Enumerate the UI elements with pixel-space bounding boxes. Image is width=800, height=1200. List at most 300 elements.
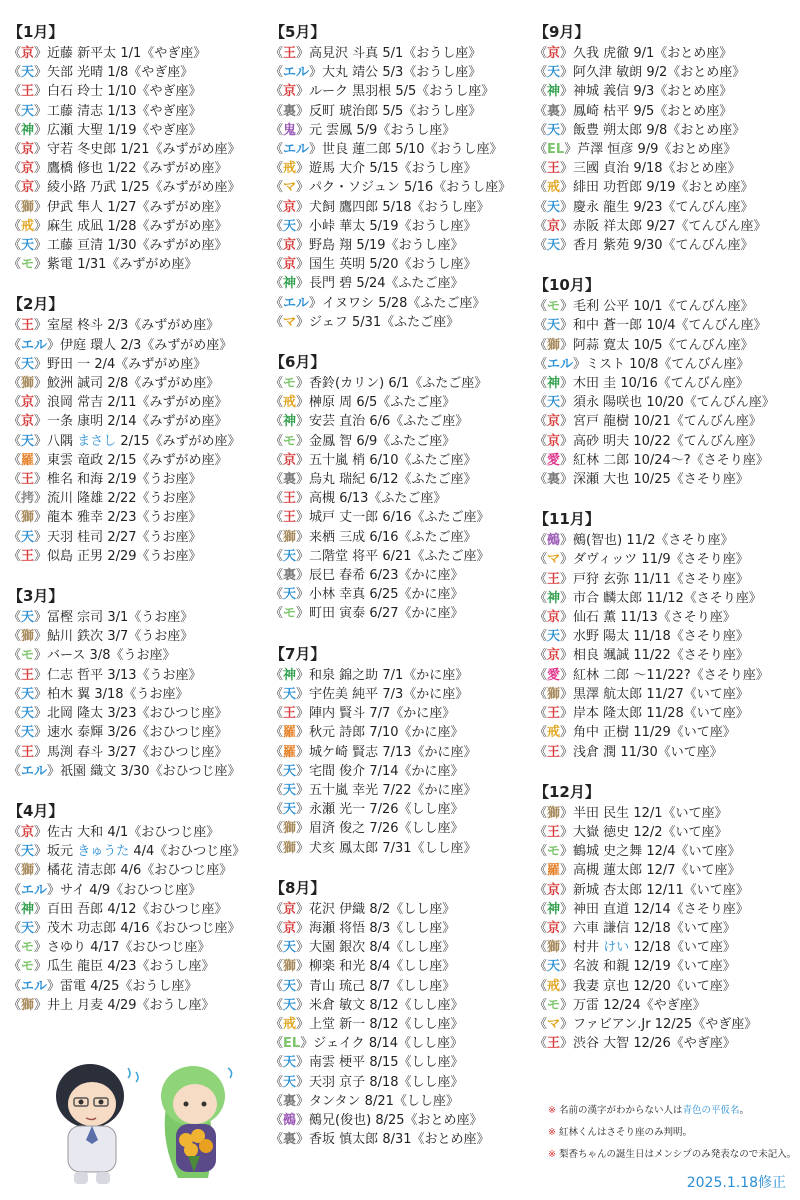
zodiac-sign: 《おひつじ座》 [136,725,228,741]
zodiac-sign: 《みずがめ座》 [106,257,198,273]
birthday-entry: 《戒》榊原 周 6/5《ふたご座》 [270,395,456,411]
zodiac-sign: 《ふたご座》 [398,529,477,545]
character-name: 浅倉 潤 [573,744,617,760]
birth-date: 1/31 [77,257,107,273]
faction-tag: 愛 [547,667,561,683]
birth-date: 12/25 [654,1016,693,1032]
birth-date: 4/4 [133,844,155,860]
faction-tag: 天 [21,529,35,545]
faction-tag: モ [283,433,297,449]
birthday-entry: 《神》市合 麟太郎 11/12《さそり座》 [534,590,762,606]
birth-date: 5/19 [356,238,386,254]
birthday-entry: 《王》岸本 隆太郎 11/28《いて座》 [534,706,749,722]
character-name: 守若 冬史郎 [47,142,117,158]
faction-tag: 天 [21,706,35,722]
birth-date: 11/2 [626,533,656,549]
faction-tag: 天 [547,199,561,215]
zodiac-sign: 《しし座》 [398,997,464,1013]
zodiac-sign: 《いて座》 [675,863,741,879]
faction-tag: 神 [547,590,561,606]
character-name: 矢部 光晴 [47,65,104,81]
character-name: 五十嵐 幸光 [309,782,379,798]
birth-date: 9/8 [646,122,668,138]
character-name: 野田 一 [47,356,91,372]
birthday-entry: 《獅》井上 月麦 4/29《おうし座》 [8,997,215,1013]
birth-date: 8/4 [369,940,391,956]
faction-tag: 獅 [283,821,297,837]
birth-date: 6/6 [369,414,391,430]
birth-date: 2/22 [107,491,137,507]
character-name: 我妻 京也 [573,978,630,994]
birthday-entry: 《王》浅倉 潤 11/30《いて座》 [534,744,723,760]
zodiac-sign: 《おとめ座》 [675,180,754,196]
faction-tag: エル [21,882,48,898]
character-name: 紅林 二郎 [573,667,630,683]
birthday-entry: 《京》野島 翔 5/19《おうし座》 [270,238,464,254]
character-name: 白石 玲士 [47,84,104,100]
birthday-entry: 《京》犬飼 鷹四郎 5/18《おうし座》 [270,199,490,215]
birth-date: 5/31 [351,314,382,330]
birthday-entry: 《天》宅間 俊介 7/14《かに座》 [270,763,464,779]
character-name: 町田 寅泰 [309,606,366,622]
birthday-entry: 《モ》紫電 1/31《みずがめ座》 [8,257,198,273]
faction-tag: 京 [547,648,561,664]
zodiac-sign: 《うお座》 [136,491,202,507]
character-name: 村井 [573,940,604,956]
faction-tag: 鵺 [283,1112,297,1128]
birthday-entry: 《天》柏木 翼 3/18《うお座》 [8,686,189,702]
zodiac-sign: 《さそり座》 [670,901,749,917]
birth-date: 7/1 [382,667,404,683]
zodiac-sign: 《ふたご座》 [390,414,469,430]
birth-date: 12/26 [633,1036,671,1052]
zodiac-sign: 《ふたご座》 [398,452,477,468]
birth-date: 8/7 [369,978,391,994]
faction-tag: 裏 [283,568,297,584]
birthday-entry: 《神》安芸 直治 6/6《ふたご座》 [270,414,469,430]
birthday-entry: 《京》宮戸 龍樹 10/21《てんびん座》 [534,414,762,430]
birth-date: 4/16 [120,920,150,936]
zodiac-sign: 《うお座》 [136,548,202,564]
zodiac-sign: 《いて座》 [683,706,749,722]
birth-date: 7/31 [382,840,412,856]
birthday-entry: 《エル》伊庭 環人 2/3《みずがめ座》 [8,337,233,353]
character-name: 綾小路 乃武 [47,180,117,196]
birthday-entry: 《裏》鳳崎 枯平 9/5《おとめ座》 [534,103,733,119]
birthday-entry: 《神》和泉 錦之助 7/1《かに座》 [270,667,469,683]
birthday-entry: 《獅》半田 民生 12/1《いて座》 [534,805,728,821]
character-name: 小峠 華太 [309,218,366,234]
birthday-entry: 《天》水野 陽太 11/18《さそり座》 [534,629,749,645]
name-kana: きゅうた [77,844,130,860]
birthday-entry: 《王》馬渕 春斗 3/27《おひつじ座》 [8,744,228,760]
birthday-entry: 《京》佐古 大和 4/1《おひつじ座》 [8,824,220,840]
faction-tag: エル [283,295,310,311]
faction-tag: 王 [547,1036,561,1052]
zodiac-sign: 《おとめ座》 [654,84,733,100]
zodiac-sign: 《おうし座》 [136,959,215,975]
birthday-entry: 《王》仁志 哲平 3/13《うお座》 [8,667,202,683]
birth-date: ～11/22? [633,667,691,683]
birth-date: 8/31 [382,1132,412,1148]
birthday-entry: 《天》慶永 龍生 9/23《てんびん座》 [534,199,754,215]
faction-tag: 京 [547,882,561,898]
month-title: 【3月】 [8,587,64,606]
zodiac-sign: 《おひつじ座》 [110,882,202,898]
character-name: 椎名 和海 [47,472,104,488]
month-title: 【5月】 [270,23,326,41]
birth-date: 8/15 [369,1055,399,1071]
birthday-entry: 《京》綾小路 乃武 1/25《みずがめ座》 [8,180,241,196]
zodiac-sign: 《てんびん座》 [662,299,754,315]
character-name: 五十嵐 梢 [309,452,366,468]
footnote [548,1104,793,1117]
zodiac-sign: 《おうし座》 [403,103,482,119]
birthday-entry: 《天》天羽 京子 8/18《しし座》 [270,1074,464,1090]
month-title: 【7月】 [270,644,326,663]
zodiac-sign: 《おうし座》 [403,65,482,81]
faction-tag: 京 [283,452,297,468]
birthday-entry: 《EL》芦澤 恒彦 9/9《おとめ座》 [534,142,737,158]
character-name: 緋田 功哲郎 [573,180,643,196]
faction-tag: 王 [547,161,561,177]
faction-tag: 獅 [21,510,35,526]
birth-date: 12/20 [633,978,671,994]
character-name: 辰巳 春希 [309,568,366,584]
zodiac-sign: 《おひつじ座》 [149,763,241,779]
faction-tag: 王 [21,318,35,334]
birth-date: 2/19 [107,472,137,488]
birthday-entry: 《王》大嶽 徳史 12/2《いて座》 [534,824,728,840]
birthday-entry: 《戒》遊馬 大介 5/15《おうし座》 [270,161,477,177]
birthday-entry: 《王》白石 玲士 1/10《やぎ座》 [8,84,202,100]
character-name: 柏木 翼 [47,686,91,702]
zodiac-sign: 《みずがめ座》 [136,395,228,411]
faction-tag: 獅 [547,686,561,702]
birth-date: 1/27 [107,199,137,215]
zodiac-sign: 《ふたご座》 [411,510,490,526]
birth-date: 3/23 [107,706,137,722]
zodiac-sign: 《おうし座》 [411,199,490,215]
faction-tag: 戒 [283,395,297,411]
character-name: 安芸 直治 [309,414,366,430]
faction-tag: EL [283,1036,301,1052]
birthday-entry: 《神》神田 直道 12/14《さそり座》 [534,901,749,917]
month-section [270,878,532,1150]
zodiac-sign: 《てんびん座》 [683,395,775,411]
zodiac-sign: 《みずがめ座》 [128,318,220,334]
birthday-entry: 《京》鷹橋 修也 1/22《みずがめ座》 [8,161,228,177]
character-name: 速水 泰輝 [47,725,104,741]
footnote-text: 紅林くんはさそり座のみ判明。 [558,1127,692,1138]
month-title: 【2月】 [8,295,64,314]
birthday-entry: 《天》速水 泰輝 3/26《おひつじ座》 [8,725,228,741]
birth-date: 8/4 [369,959,391,975]
zodiac-sign: 《やぎ座》 [640,997,706,1013]
birthday-entry: 《エル》雷電 4/25《おうし座》 [8,978,198,994]
birth-date: 2/27 [107,529,137,545]
birthday-entry: 《モ》香鈴(カリン) 6/1《ふたご座》 [270,376,488,392]
character-name: 戸狩 玄弥 [573,571,630,587]
zodiac-sign: 《おとめ座》 [658,142,737,158]
birthday-entry: 《獅》柳楽 和光 8/4《しし座》 [270,959,456,975]
character-name: 岸本 隆太郎 [573,706,643,722]
character-name: 工藤 清志 [47,103,104,119]
birth-date: 9/30 [633,238,663,254]
month-title: 【4月】 [8,801,64,820]
birthday-entry: 《マ》パク・ソジュン 5/16《おうし座》 [270,180,512,196]
birthday-entry: 《天》工藤 清志 1/13《やぎ座》 [8,103,202,119]
birth-date: 9/19 [646,180,676,196]
zodiac-sign: 《おひつじ座》 [154,844,246,860]
birthday-entry: 《天》工藤 亘清 1/30《みずがめ座》 [8,238,228,254]
birth-date: 2/15 [107,452,137,468]
faction-tag: 王 [21,84,35,100]
footnote [548,1148,797,1161]
character-name: 大嶽 徳史 [573,824,630,840]
month-section [270,352,532,624]
birth-date: 7/10 [369,725,399,741]
birth-date: 10/5 [633,337,663,353]
birth-date: 8/25 [375,1112,405,1128]
zodiac-sign: 《かに座》 [390,706,456,722]
faction-tag: 鵺 [547,533,561,549]
birthday-entry: 《王》戸狩 玄弥 11/11《さそり座》 [534,571,749,587]
character-name: 市合 麟太郎 [573,590,643,606]
birth-date: 6/16 [369,529,399,545]
faction-tag: モ [547,997,561,1013]
faction-tag: 戒 [21,218,35,234]
birthday-entry: 《モ》鶴城 史之舞 12/4《いて座》 [534,844,741,860]
faction-tag: 天 [21,686,35,702]
birthday-entry: 《王》城戸 丈一郎 6/16《ふたご座》 [270,510,490,526]
birthday-entry: 《王》三國 貞治 9/18《おとめ座》 [534,161,741,177]
character-name: 神城 義信 [573,84,630,100]
birth-date: 7/7 [369,706,391,722]
birthday-entry: 《獅》村井 けい 12/18《いて座》 [534,940,736,956]
zodiac-sign: 《おうし座》 [119,978,198,994]
birth-date: 3/18 [94,686,124,702]
zodiac-sign: 《ふたご座》 [407,295,486,311]
faction-tag: 京 [547,920,561,936]
character-name: さゆり [47,940,87,956]
birthday-entry: 《京》五十嵐 梢 6/10《ふたご座》 [270,452,477,468]
birth-date: 11/30 [620,744,658,760]
birth-date: 12/2 [633,824,663,840]
faction-tag: 京 [21,824,35,840]
birth-date: 7/13 [382,744,412,760]
character-name: 広瀬 大聖 [47,122,104,138]
zodiac-sign: 《おうし座》 [398,161,477,177]
birth-date: 8/21 [364,1093,394,1109]
faction-tag: 天 [21,356,35,372]
character-name: 祇園 織文 [60,763,117,779]
faction-tag: モ [283,376,297,392]
birth-date: 2/29 [107,548,137,564]
birth-date: 4/9 [89,882,111,898]
birth-date: 9/2 [646,65,668,81]
character-name: 香鈴(カリン) [309,376,385,392]
birth-date: 9/5 [633,103,655,119]
zodiac-sign: 《みずがめ座》 [141,337,233,353]
character-name: 百田 吾郎 [47,901,104,917]
faction-tag: 京 [21,180,35,196]
zodiac-sign: 《うお座》 [136,472,202,488]
birth-date: 11/11 [633,571,671,587]
zodiac-sign: 《おとめ座》 [667,65,746,81]
birth-date: 1/10 [107,84,137,100]
birth-date: 4/25 [90,978,120,994]
character-name: 名波 和親 [573,959,630,975]
birthday-entry: 《神》神城 義信 9/3《おとめ座》 [534,84,733,100]
character-name: 阿蒜 寛太 [573,337,630,353]
zodiac-sign: 《てんびん座》 [662,337,754,353]
birth-date: 11/28 [646,706,684,722]
zodiac-sign: 《おとめ座》 [654,103,733,119]
birthday-entry: 《天》八隅 まさし 2/15《みずがめ座》 [8,433,241,449]
zodiac-sign: 《やぎ座》 [136,103,202,119]
character-name: 米倉 敏文 [309,997,366,1013]
zodiac-sign: 《さそり座》 [670,571,749,587]
birthday-entry: 《獅》龍本 雅幸 2/23《うお座》 [8,510,202,526]
month-section [8,294,270,566]
birthday-entry: 《愛》紅林 二郎 10/24～?《さそり座》 [534,452,769,468]
birthday-entry: 《京》近藤 新平太 1/1《やぎ座》 [8,46,207,61]
birth-date: 12/7 [646,863,676,879]
birthday-entry: 《京》国生 英明 5/20《おうし座》 [270,257,477,273]
faction-tag: 裏 [547,103,561,119]
zodiac-sign: 《いて座》 [670,725,736,741]
faction-tag: 王 [547,824,561,840]
birthday-entry: 《王》室屋 柊斗 2/3《みずがめ座》 [8,318,220,334]
birthday-entry: 《獅》鮎川 鉄次 3/7《うお座》 [8,629,194,645]
birth-date: 7/14 [369,763,399,779]
zodiac-sign: 《ふたご座》 [409,376,488,392]
zodiac-sign: 《しし座》 [398,1055,464,1071]
faction-tag: 王 [547,744,561,760]
faction-tag: マ [547,1016,561,1032]
faction-tag: 天 [283,218,297,234]
faction-tag: 王 [283,510,297,526]
zodiac-sign: 《みずがめ座》 [136,199,228,215]
faction-tag: 天 [283,763,297,779]
zodiac-sign: 《ふたご座》 [398,472,477,488]
zodiac-sign: 《かに座》 [398,725,464,741]
character-name: 三國 貞治 [573,161,630,177]
zodiac-sign: 《いて座》 [670,920,736,936]
zodiac-sign: 《さそり座》 [657,610,736,626]
zodiac-sign: 《みずがめ座》 [136,161,228,177]
birth-date: 6/16 [382,510,412,526]
character-name: 飯豊 朔太郎 [573,122,643,138]
birth-date: 12/18 [633,940,671,956]
character-name: 上堂 新一 [309,1016,366,1032]
character-name: サイ [60,882,86,898]
character-name: 東雲 竜政 [47,452,104,468]
faction-tag: 神 [283,276,297,292]
faction-tag: 京 [547,46,561,61]
faction-tag: モ [21,648,35,664]
faction-tag: 獅 [283,529,297,545]
zodiac-sign: 《おひつじ座》 [136,744,228,760]
birthday-entry: 《獅》黒澤 航太郎 11/27《いて座》 [534,686,749,702]
birth-date: 5/24 [356,276,386,292]
birth-date: 6/25 [369,587,399,603]
birth-date: 6/10 [369,452,399,468]
character-name: 鵺兄(俊也) [309,1112,372,1128]
birthday-entry: 《マ》ダヴィッツ 11/9《さそり座》 [534,552,749,568]
zodiac-sign: 《かに座》 [398,568,464,584]
zodiac-sign: 《おとめ座》 [654,46,733,61]
zodiac-sign: 《みずがめ座》 [136,238,228,254]
faction-tag: 天 [283,1074,297,1090]
birthday-entry: 《裏》辰巳 春希 6/23《かに座》 [270,568,464,584]
birthday-entry: 《京》高砂 明夫 10/22《てんびん座》 [534,433,762,449]
faction-tag: 獅 [21,199,35,215]
zodiac-sign: 《さそり座》 [670,629,749,645]
faction-tag: 京 [21,161,35,177]
birthday-entry: 《エル》サイ 4/9《おひつじ座》 [8,882,202,898]
birth-date: 8/14 [368,1036,399,1052]
birthday-entry: 《京》久我 虎徹 9/1《おとめ座》 [534,46,733,61]
birthday-entry: 《天》南雲 梗平 8/15《しし座》 [270,1055,464,1071]
zodiac-sign: 《みずがめ座》 [149,180,241,196]
character-name: 来栖 三成 [309,529,366,545]
faction-tag: 羅 [283,744,297,760]
zodiac-sign: 《ふたご座》 [377,395,456,411]
birthday-entry: 《裏》香坂 慎太郎 8/31《おとめ座》 [270,1132,490,1148]
character-name: 和泉 錦之助 [309,667,379,683]
faction-tag: 戒 [547,180,561,196]
month-title: 【6月】 [270,353,326,372]
birthday-entry: 《鵺》鵺兄(俊也) 8/25《おとめ座》 [270,1112,483,1128]
column-3 [534,22,796,1073]
birth-date: 1/8 [107,65,129,81]
zodiac-sign: 《おとめ座》 [667,122,746,138]
zodiac-sign: 《みずがめ座》 [128,376,220,392]
character-name: タンタン [309,1093,361,1109]
birth-date: 6/1 [388,376,410,392]
zodiac-sign: 《おうし座》 [377,122,456,138]
birthday-entry: 《天》阿久津 敏朗 9/2《おとめ座》 [534,65,746,81]
zodiac-sign: 《うお座》 [136,667,202,683]
faction-tag: マ [547,552,561,568]
birth-date: 2/3 [120,337,142,353]
birth-date: 10/24～? [633,452,691,468]
birthday-entry: 《天》名波 和親 12/19《いて座》 [534,959,736,975]
column-2 [270,22,532,1169]
faction-tag: 王 [547,706,561,722]
zodiac-sign: 《さそり座》 [690,667,769,683]
zodiac-sign: 《さそり座》 [670,472,749,488]
zodiac-sign: 《いて座》 [683,686,749,702]
character-name: ジェフ [309,314,348,330]
character-name: 柳楽 和光 [309,959,366,975]
birthday-entry: 《天》矢部 光晴 1/8《やぎ座》 [8,65,194,81]
footnote-text: 梨香ちゃんの誕生日はメンシプのみ発表なので未記入。 [558,1149,797,1160]
birthday-entry: 《獅》伊武 隼人 1/27《みずがめ座》 [8,199,228,215]
birth-date: 7/26 [369,802,399,818]
birthday-entry: 《鬼》元 雲鳳 5/9《おうし座》 [270,122,456,138]
character-name: 仙石 薫 [573,610,617,626]
character-name: 和中 蒼一郎 [573,318,643,334]
birth-date: 11/22 [633,648,671,664]
faction-tag: 獅 [547,940,561,956]
character-name: 阿久津 敏朗 [573,65,643,81]
zodiac-sign: 《おうし座》 [424,142,503,158]
zodiac-sign: 《かに座》 [403,686,469,702]
month-title: 【9月】 [534,23,590,41]
